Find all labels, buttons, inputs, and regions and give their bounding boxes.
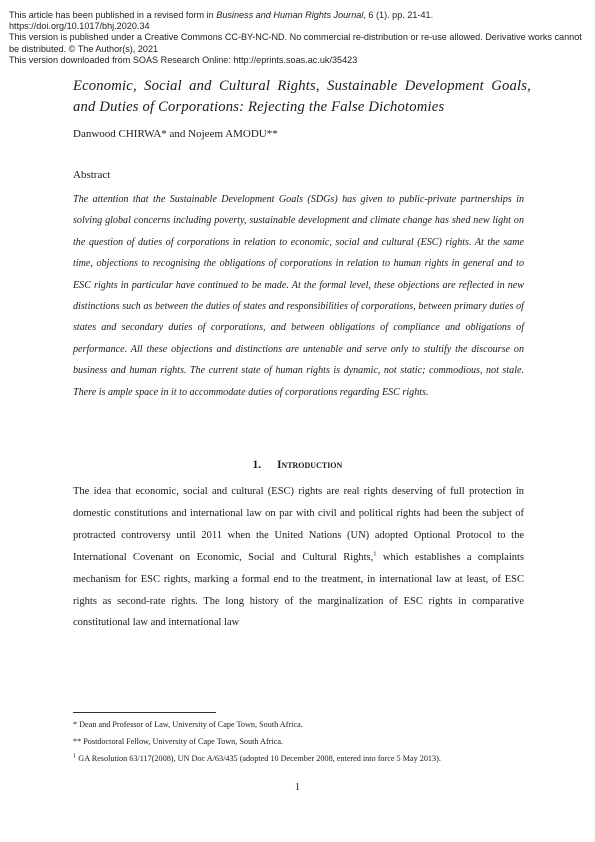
footnote-author-1: * Dean and Professor of Law, University of Cape Town, South Africa. [73, 720, 303, 729]
section-number: 1. [252, 459, 262, 471]
footnote-separator [73, 712, 216, 713]
publication-notice [9, 10, 589, 66]
footnotes [73, 716, 533, 767]
footnote-1: $^1$ GA Resolution 63/117(2008), UN Doc A/63/435 (adopted 10 December 2008, entered into force 5 May 2013). [73, 752, 441, 763]
author-line: Danwood CHIRWA* and Nojeem AMODU** [73, 128, 278, 140]
download-source[interactable]: This version downloaded from SOAS Research Online: http://eprints.soas.ac.uk/35423 [9, 54, 358, 65]
journal-name: Business and Human Rights Journal [216, 10, 364, 20]
body-text-part1: The idea that economic, social and cultural (ESC) rights are real rights deserving of full protection in domestic constitutions and international law on par with civil and political rights had been the subject of protracted controversy until 2011 when the United Nations (UN) adopted Optional Protocol to the International Covenant on Economic, Social and Cultural Rights, [73, 486, 524, 563]
published-text: This article has been published in a revised form in [9, 10, 217, 20]
citation-details: , 6 (1). pp. 21-41. [363, 10, 434, 20]
license-notice: This version is published under a Creative Commons CC-BY-NC-ND. No commercial re-distribution or re-use allowed. Derivative works cannot be distributed. © The Author(s), 2021 [9, 32, 582, 54]
doi-link[interactable]: https://doi.org/10.1017/bhj.2020.34 [9, 21, 150, 32]
section-heading [0, 459, 595, 471]
article-title: Economic, Social and Cultural Rights, Sustainable Development Goals, and Duties of Corporations: Rejecting the False Dichotomies [73, 78, 531, 115]
body-paragraph [73, 481, 524, 634]
footnote-author-2: ** Postdoctoral Fellow, University of Cape Town, South Africa. [73, 737, 284, 746]
body-text-part2: which establishes a complaints mechanism for ESC rights, marking a formal end to the treatment, in international law at least, of ESC rights as second-rate rights. The long history of the marginalization of ESC rights in comparative constitutional law and international law [73, 551, 524, 629]
footnote-reference[interactable]: 1 [373, 550, 377, 558]
published-line [9, 10, 589, 21]
abstract-text: The attention that the Sustainable Development Goals (SDGs) has given to public-private partnerships in solving global concerns including poverty, sustainable development and climate change has shed new light on the question of duties of corporations in relation to economic, social and cultural (ESC) rights. At the same time, objections to recognising the obligations of corporations in relation to human rights in general and to ESC rights in particular have continued to be made. At the formal level, these objections are reflected in new distinctions such as between the duties of states and responsibilities of corporations, between primary duties of states and secondary duties of corporations, and between obligations of compliance and obligations of performance. All these objections and distinctions are untenable and serve only to stultify the discourse on business and human rights. The current state of human rights is dynamic, not static; commodious, not stale. There is ample space in it to accommodate duties of corporations regarding ESC rights. [73, 194, 524, 398]
footnote-mark: 1 [73, 752, 77, 760]
abstract-heading: Abstract [73, 169, 111, 181]
section-title: Introduction [277, 459, 343, 471]
page-number: 1 [295, 782, 300, 793]
